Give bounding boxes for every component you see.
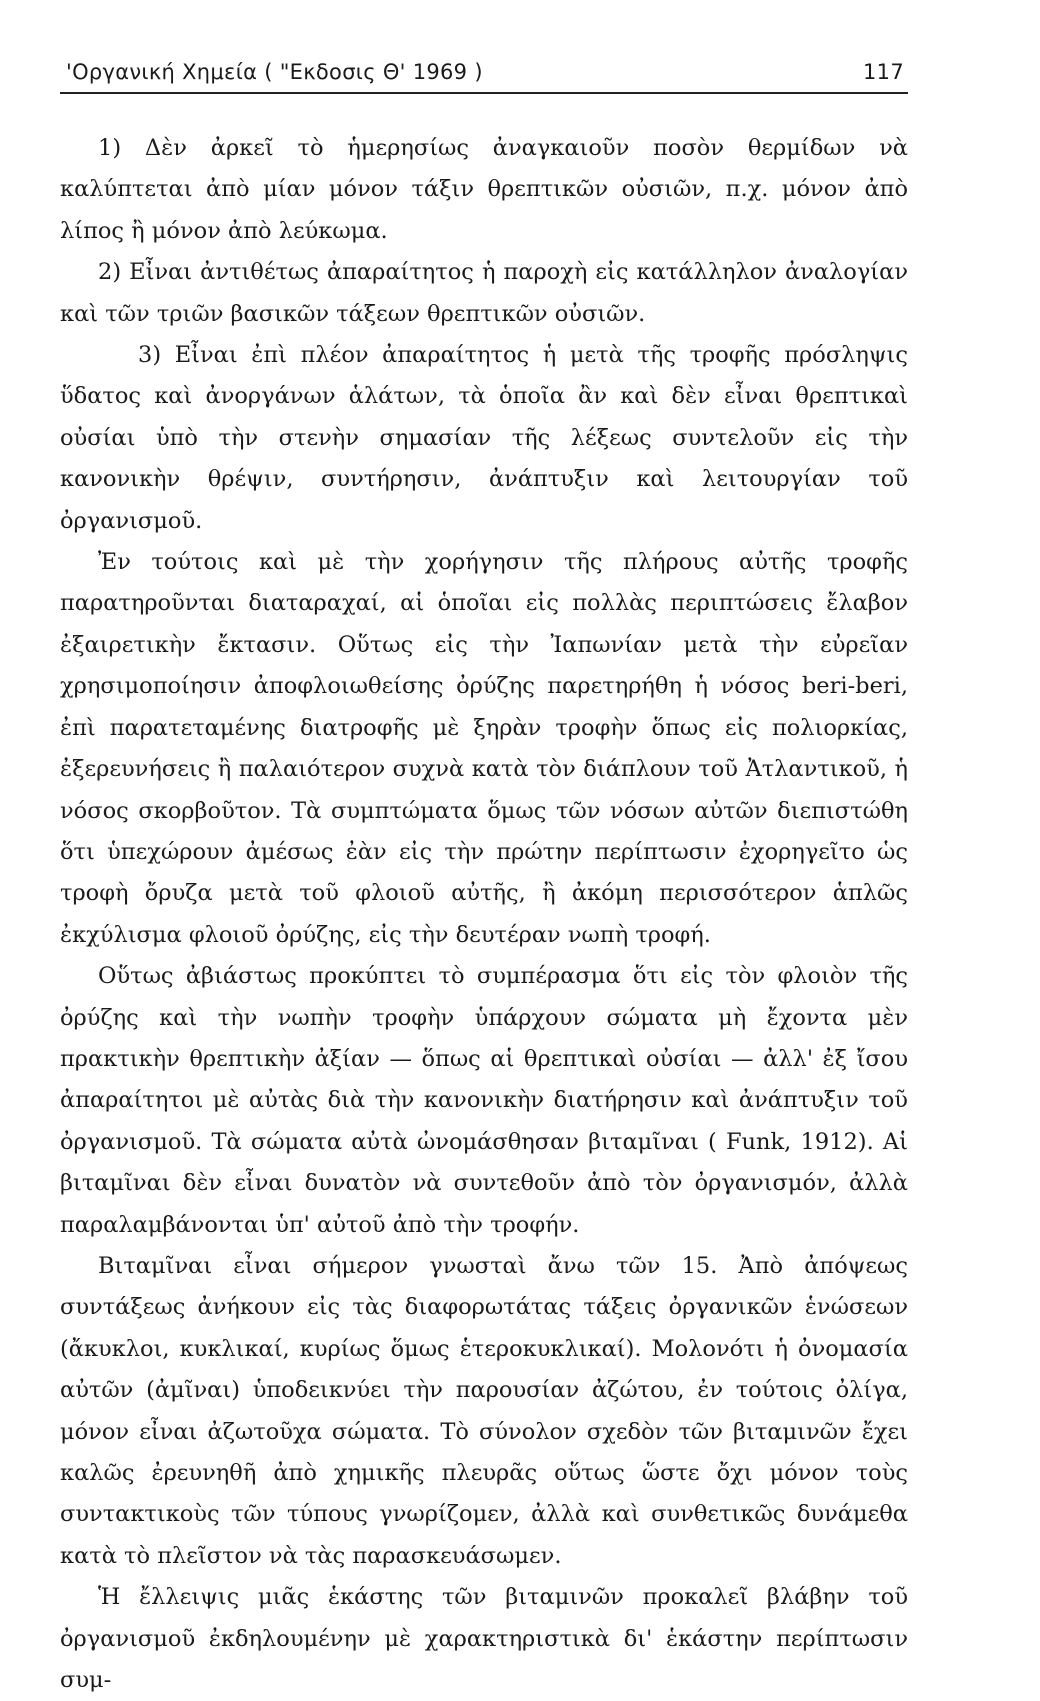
paragraph-point-2: 2) Εἶναι ἀντιθέτως ἀπαραίτητος ἡ παροχὴ εἰς κατάλληλον ἀναλογίαν καὶ τῶν τριῶν βασικῶν τάξεων θρεπτικῶν οὐσιῶν.: [60, 259, 908, 327]
book-page: [60, 48, 908, 1701]
paragraph-point-1: 1) Δὲν ἀρκεῖ τὸ ἡμερησίως ἀναγκαιοῦν ποσὸν θερμίδων νὰ καλύπτεται ἀπὸ μίαν μόνον τάξιν θρεπτικῶν οὐσιῶν, π.χ. μόνον ἀπὸ λίπος ἢ μόνον ἀπὸ λεύκωμα.: [60, 135, 908, 244]
paragraph-disorders: Ἐν τούτοις καὶ μὲ τὴν χορήγησιν τῆς πλήρους αὐτῆς τροφῆς παρατηροῦνται διαταραχαί, αἱ ὁποῖαι εἰς πολλὰς περιπτώσεις ἔλαβον ἐξαιρετικὴν ἔκτασιν. Οὕτως εἰς τὴν Ἰαπωνίαν μετὰ τὴν εὐρεῖαν χρησιμοποίησιν ἀποφλοιωθείσης ὀρύζης παρετηρήθη ἡ νόσος beri-beri, ἐπὶ παρατεταμένης διατροφῆς μὲ ξηρὰν τροφὴν ὅπως εἰς πολιορκίας, ἐξερευνήσεις ἢ παλαιότερον συχνὰ κατὰ τὸν διάπλουν τοῦ Ἀτλαντικοῦ, ἡ νόσος σκορβοῦτον. Τὰ συμπτώματα ὅμως τῶν νόσων αὐτῶν διεπιστώθη ὅτι ὑπεχώρουν ἀμέσως ἐὰν εἰς τὴν πρώτην περίπτωσιν ἐχορηγεῖτο ὡς τροφὴ ὄρυζα μετὰ τοῦ φλοιοῦ αὐτῆς, ἢ ἀκόμη περισσότερον ἁπλῶς ἐκχύλισμα φλοιοῦ ὀρύζης, εἰς τὴν δευτέραν νωπὴ τροφή.: [60, 549, 908, 948]
running-header: [60, 48, 908, 94]
page-body: [60, 128, 908, 1701]
paragraph-vitamins-structure: Βιταμῖναι εἶναι σήμερον γνωσταὶ ἄνω τῶν 15. Ἀπὸ ἀπόψεως συντάξεως ἀνήκουν εἰς τὰς διαφορωτάτας τάξεις ὀργανικῶν ἑνώσεων (ἄκυκλοι, κυκλικαί, κυρίως ὅμως ἑτεροκυκλικαί). Μολονότι ἡ ὀνομασία αὐτῶν (ἀμῖναι) ὑποδεικνύει τὴν παρουσίαν ἀζώτου, ἐν τούτοις ὀλίγα, μόνον εἶναι ἀζωτοῦχα σώματα. Τὸ σύνολον σχεδὸν τῶν βιταμινῶν ἔχει καλῶς ἐρευνηθῆ ἀπὸ χημικῆς πλευρᾶς οὕτως ὥστε ὄχι μόνον τοὺς συντακτικοὺς τῶν τύπους γνωρίζομεν, ἀλλὰ καὶ συνθετικῶς δυνάμεθα κατὰ τὸ πλεῖστον νὰ τὰς παρασκευάσωμεν.: [60, 1252, 908, 1569]
paragraph-vitamin-deficiency: Ἡ ἔλλειψις μιᾶς ἑκάστης τῶν βιταμινῶν προκαλεῖ βλάβην τοῦ ὀργανισμοῦ ἐκδηλουμένην μὲ χαρακτηριστικὰ δι' ἑκάστην περίπτωσιν συμ-: [60, 1584, 908, 1694]
running-title: 'Οργανική Χημεία ( "Εκδοσις Θ' 1969 ): [66, 60, 483, 84]
page-number: 117: [863, 60, 904, 84]
paragraph-vitamins-definition: Οὕτως ἀβιάστως προκύπτει τὸ συμπέρασμα ὅτι εἰς τὸν φλοιὸν τῆς ὀρύζης καὶ τὴν νωπὴν τροφὴν ὑπάρχουν σώματα μὴ ἔχοντα μὲν πρακτικὴν θρεπτικὴν ἀξίαν — ὅπως αἱ θρεπτικαὶ οὐσίαι — ἀλλ' ἐξ ἴσου ἀπαραίτητοι μὲ αὐτὰς διὰ τὴν κανονικὴν διατήρησιν καὶ ἀνάπτυξιν τοῦ ὀργανισμοῦ. Τὰ σώματα αὐτὰ ὠνομάσθησαν βιταμῖναι ( Funk, 1912). Αἱ βιταμῖναι δὲν εἶναι δυνατὸν νὰ συντεθοῦν ἀπὸ τὸν ὀργανισμόν, ἀλλὰ παραλαμβάνονται ὑπ' αὐτοῦ ἀπὸ τὴν τροφήν.: [60, 963, 908, 1238]
paragraph-point-3: 3) Εἶναι ἐπὶ πλέον ἀπαραίτητος ἡ μετὰ τῆς τροφῆς πρόσληψις ὕδατος καὶ ἀνοργάνων ἁλάτων, τὰ ὁποῖα ἂν καὶ δὲν εἶναι θρεπτικαὶ οὐσίαι ὑπὸ τὴν στενὴν σημασίαν τῆς λέξεως συντελοῦν εἰς τὴν κανονικὴν θρέψιν, συντήρησιν, ἀνάπτυξιν καὶ λειτουργίαν τοῦ ὀργανισμοῦ.: [60, 342, 908, 534]
